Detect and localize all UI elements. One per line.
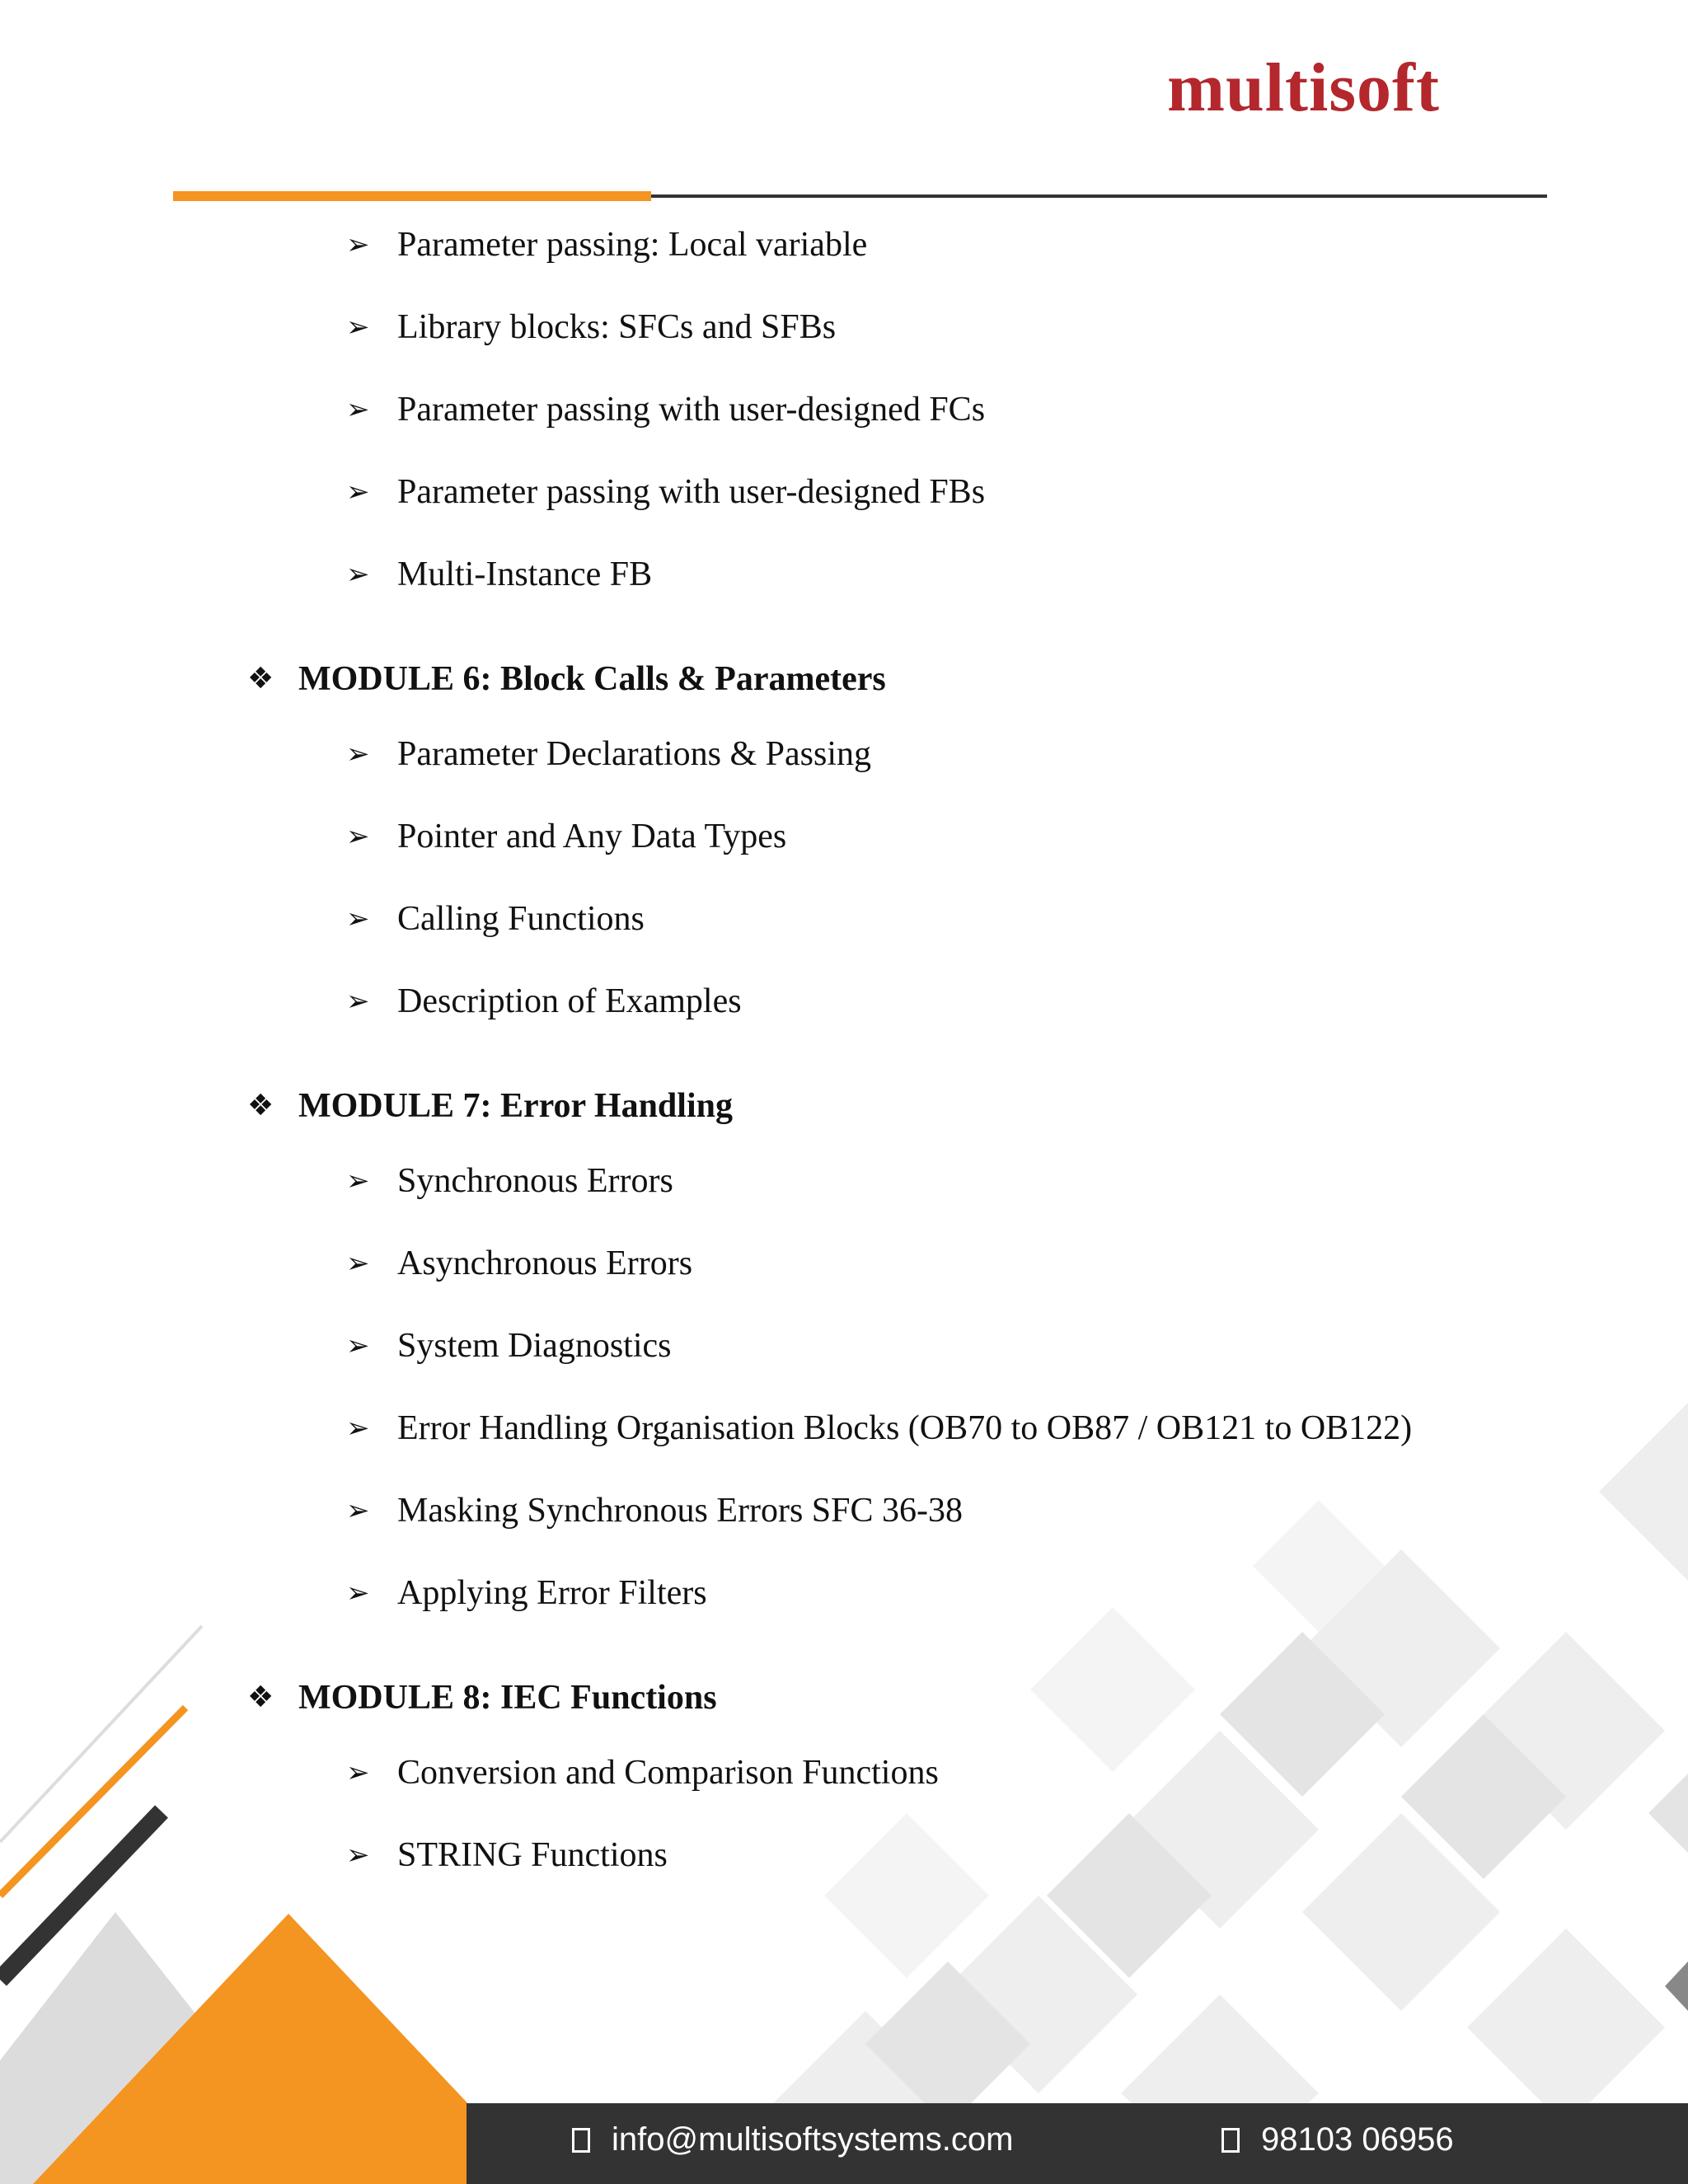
list-item: ➢ Masking Synchronous Errors SFC 36-38 [346, 1492, 964, 1530]
phone-icon [1221, 2128, 1240, 2153]
header-rule-orange [173, 191, 651, 201]
module-heading: ❖ MODULE 8: IEC Functions [247, 1679, 717, 1717]
arrow-bullet-icon: ➢ [346, 985, 370, 1018]
list-item: ➢ Parameter passing with user-designed FCs [346, 391, 986, 429]
footer-phone[interactable]: 98103 06956 [1221, 2121, 1454, 2158]
list-item: ➢ Parameter Declarations & Passing [346, 735, 871, 773]
list-item: ➢ Calling Functions [346, 900, 645, 938]
list-item: ➢ Description of Examples [346, 982, 742, 1020]
arrow-bullet-icon: ➢ [346, 1329, 370, 1362]
arrow-bullet-icon: ➢ [346, 1165, 370, 1197]
arrow-bullet-icon: ➢ [346, 902, 370, 935]
arrow-bullet-icon: ➢ [346, 1494, 370, 1527]
module-heading: ❖ MODULE 7: Error Handling [247, 1087, 733, 1125]
arrow-bullet-icon: ➢ [346, 476, 370, 509]
list-item: ➢ Pointer and Any Data Types [346, 818, 787, 855]
list-item: ➢ Multi-Instance FB [346, 555, 653, 593]
contact-footer [467, 2103, 1688, 2184]
arrow-bullet-icon: ➢ [346, 1247, 370, 1280]
header-rule-dark [651, 194, 1547, 198]
list-item: ➢ Error Handling Organisation Blocks (OB70 to OB87 / OB121 to OB122) [346, 1409, 1413, 1447]
list-item: ➢ Conversion and Comparison Functions [346, 1754, 939, 1792]
list-item: ➢ Library blocks: SFCs and SFBs [346, 308, 837, 346]
list-item: ➢ Asynchronous Errors [346, 1244, 693, 1282]
diamond-bullet-icon: ❖ [247, 662, 274, 696]
list-item: ➢ Parameter passing: Local variable [346, 226, 868, 264]
arrow-bullet-icon: ➢ [346, 1756, 370, 1789]
arrow-bullet-icon: ➢ [346, 1577, 370, 1610]
arrow-bullet-icon: ➢ [346, 558, 370, 591]
list-item: ➢ System Diagnostics [346, 1327, 672, 1365]
arrow-bullet-icon: ➢ [346, 1412, 370, 1445]
arrow-bullet-icon: ➢ [346, 228, 370, 261]
arrow-bullet-icon: ➢ [346, 311, 370, 344]
list-item: ➢ Parameter passing with user-designed FBs [346, 473, 986, 511]
diamond-bullet-icon: ❖ [247, 1680, 274, 1714]
list-item: ➢ Applying Error Filters [346, 1574, 707, 1612]
multisoft-logo: multisoft [1167, 49, 1440, 126]
arrow-bullet-icon: ➢ [346, 738, 370, 771]
arrow-bullet-icon: ➢ [346, 820, 370, 853]
footer-email[interactable]: info@multisoftsystems.com [572, 2121, 1013, 2158]
list-item: ➢ Synchronous Errors [346, 1162, 673, 1200]
module-heading: ❖ MODULE 6: Block Calls & Parameters [247, 660, 886, 698]
list-item: ➢ STRING Functions [346, 1836, 668, 1874]
arrow-bullet-icon: ➢ [346, 1839, 370, 1872]
mail-icon [572, 2128, 590, 2153]
diamond-bullet-icon: ❖ [247, 1089, 274, 1122]
arrow-bullet-icon: ➢ [346, 393, 370, 426]
